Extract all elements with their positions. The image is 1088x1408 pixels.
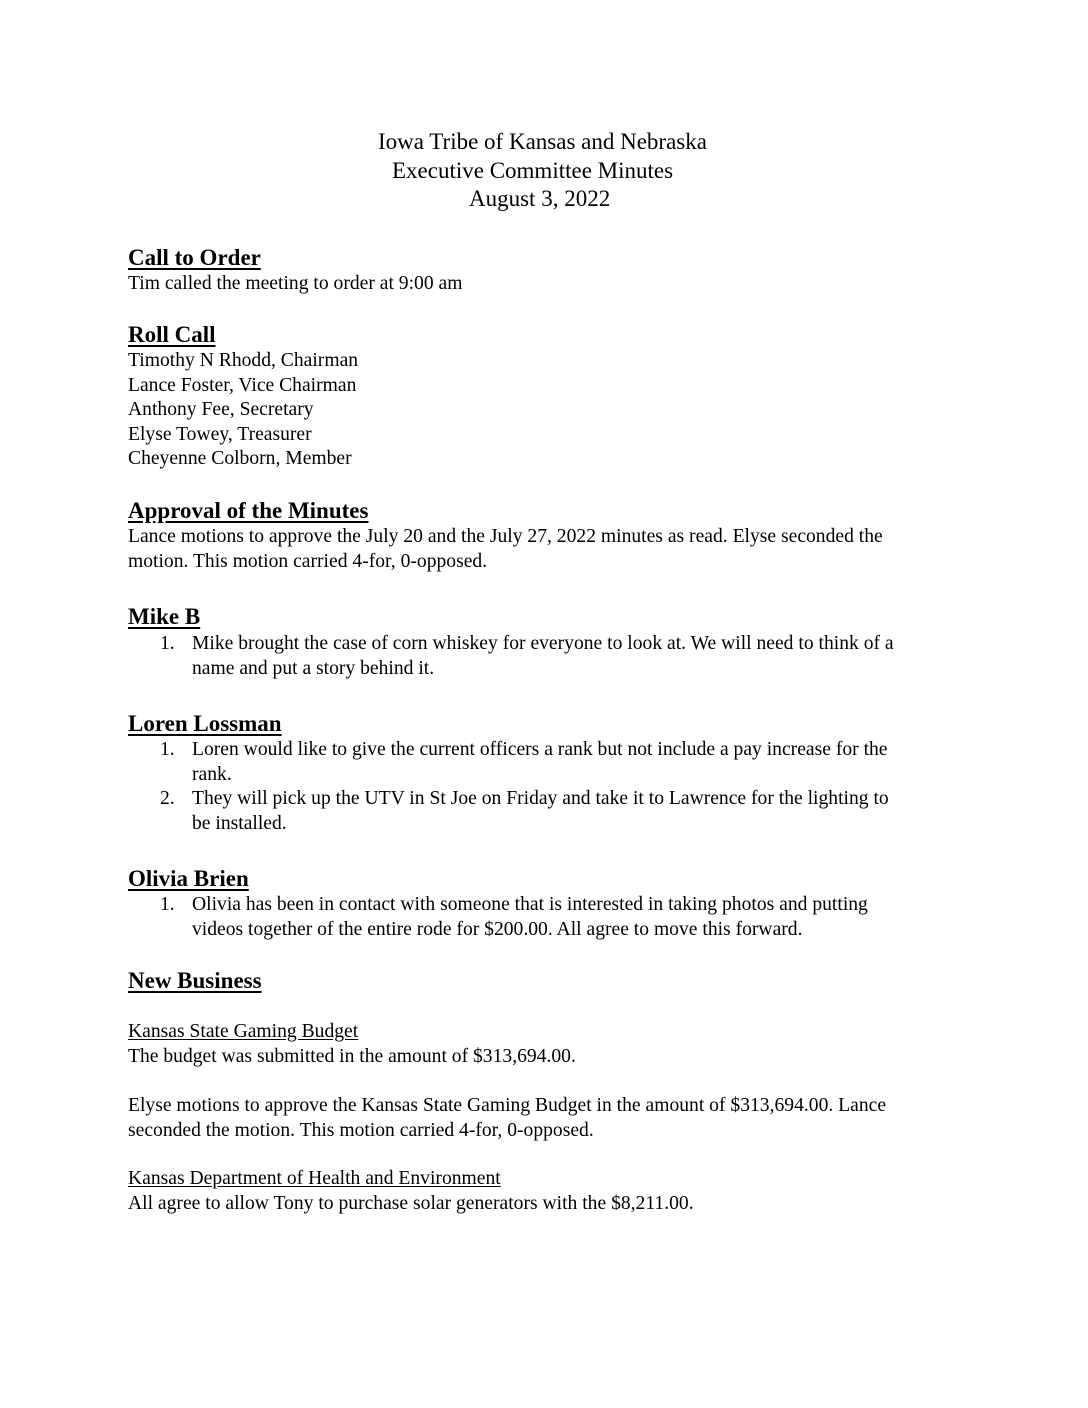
roll-call-member: Timothy N Rhodd, Chairman (128, 350, 359, 371)
roll-call-member: Cheyenne Colborn, Member (128, 448, 352, 469)
list-number: 1. (160, 633, 175, 654)
call-to-order-text: Tim called the meeting to order at 9:00 am (128, 273, 463, 294)
gaming-budget-text: The budget was submitted in the amount of $313,694.00. (128, 1045, 576, 1067)
subheading-kdhe: Kansas Department of Health and Environment (128, 1168, 501, 1189)
list-number: 1. (160, 894, 175, 915)
list-item-text: be installed. (192, 812, 287, 834)
heading-loren-lossman: Loren Lossman (128, 711, 282, 736)
list-item-text: videos together of the entire rode for $200.00. All agree to move this forward. (192, 918, 803, 940)
roll-call-member: Anthony Fee, Secretary (128, 399, 314, 420)
gaming-motion-line: seconded the motion. This motion carried 4-for, 0-opposed. (128, 1119, 594, 1141)
gaming-motion-line: Elyse motions to approve the Kansas State Gaming Budget in the amount of $313,694.00. Lance (128, 1095, 887, 1116)
list-item-text: They will pick up the UTV in St Joe on Friday and take it to Lawrence for the lighting to (192, 788, 889, 809)
heading-call-to-order: Call to Order (128, 245, 261, 270)
list-number: 1. (160, 739, 175, 760)
meeting-date: August 3, 2022 (469, 186, 611, 211)
list-item-text: Loren would like to give the current officers a rank but not include a pay increase for the (192, 739, 888, 760)
kdhe-text: All agree to allow Tony to purchase solar generators with the $8,211.00. (128, 1192, 694, 1214)
subheading-gaming-budget: Kansas State Gaming Budget (128, 1021, 359, 1042)
org-title: Iowa Tribe of Kansas and Nebraska (378, 129, 707, 154)
list-item-text: Mike brought the case of corn whiskey for everyone to look at. We will need to think of a (192, 633, 894, 654)
list-number: 2. (160, 788, 175, 809)
roll-call-member: Elyse Towey, Treasurer (128, 423, 312, 445)
document-title: Executive Committee Minutes (392, 158, 674, 183)
heading-mike-b: Mike B (128, 604, 201, 629)
heading-new-business: New Business (128, 968, 262, 993)
list-item-text: rank. (192, 763, 232, 785)
list-item-text: name and put a story behind it. (192, 657, 435, 679)
heading-approval-of-minutes: Approval of the Minutes (128, 498, 369, 523)
list-item-text: Olivia has been in contact with someone that is interested in taking photos and putting (192, 894, 868, 915)
heading-roll-call: Roll Call (128, 322, 216, 347)
approval-text-line: motion. This motion carried 4-for, 0-opposed. (128, 550, 488, 572)
heading-olivia-brien: Olivia Brien (128, 866, 249, 891)
roll-call-member: Lance Foster, Vice Chairman (128, 374, 357, 396)
approval-text-line: Lance motions to approve the July 20 and the July 27, 2022 minutes as read. Elyse seconded the (128, 526, 883, 547)
